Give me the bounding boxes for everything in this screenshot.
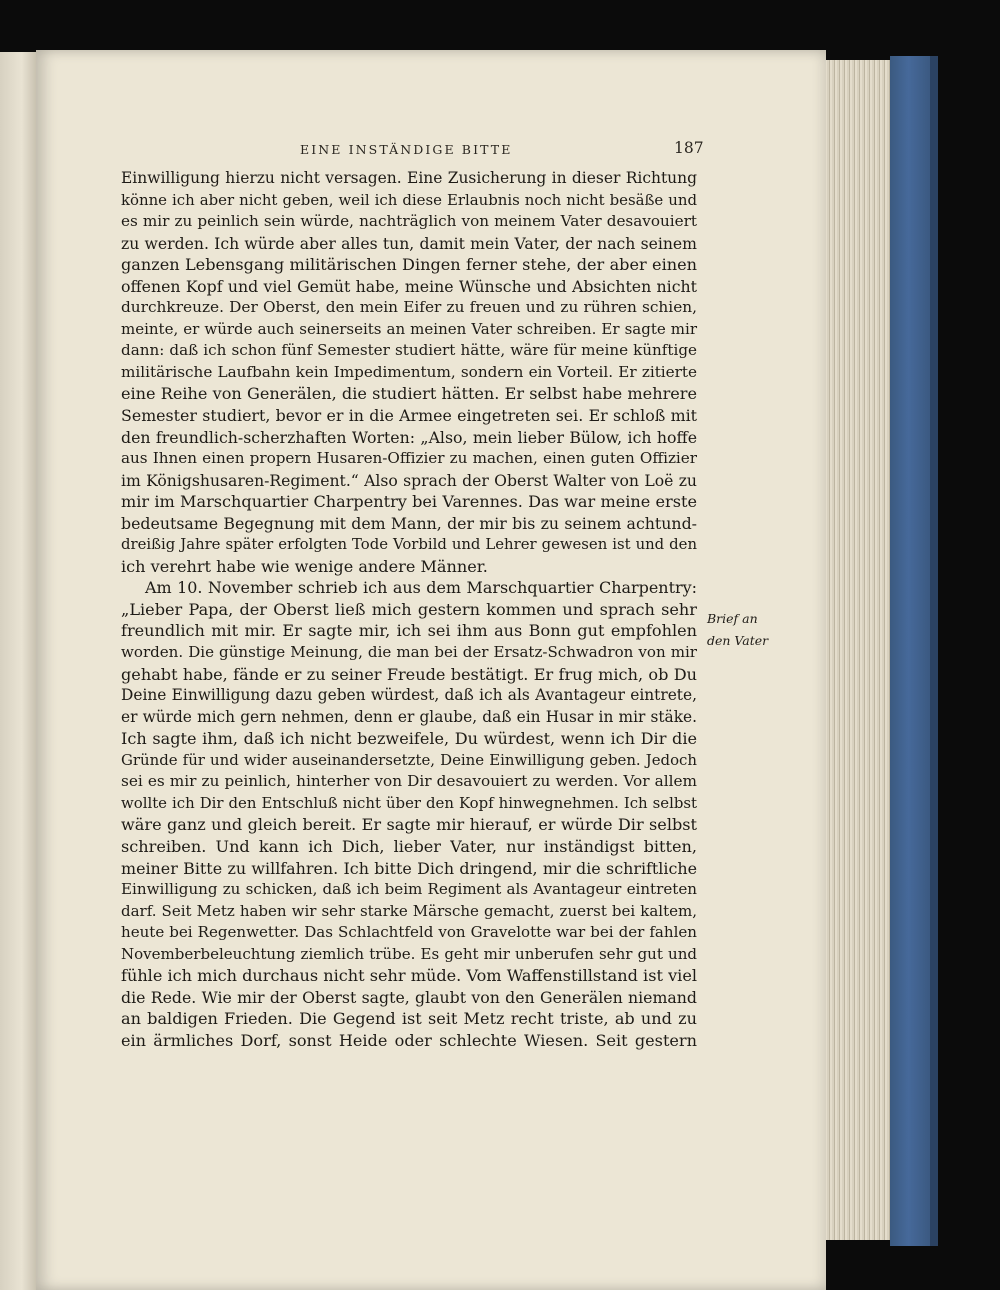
- text-line: ganzen Lebensgang militärischen Dingen ferner stehe, der aber einen: [121, 255, 697, 275]
- text-line: darf. Seit Metz haben wir sehr starke Märsche gemacht, zuerst bei kaltem,: [121, 901, 697, 920]
- text-line: Am 10. November schrieb ich aus dem Marschquartier Charpentry:: [145, 578, 697, 598]
- left-page-edge: [0, 52, 36, 1290]
- margin-note: [707, 608, 768, 651]
- text-line: Gründe für und wider auseinandersetzte, Deine Einwilligung geben. Jedoch: [121, 750, 697, 769]
- text-line: könne ich aber nicht geben, weil ich diese Erlaubnis noch nicht besäße und: [121, 190, 697, 209]
- text-line: „Lieber Papa, der Oberst ließ mich gestern kommen und sprach sehr: [121, 599, 697, 619]
- text-line: ich verehrt habe wie wenige andere Männer.: [121, 556, 488, 576]
- text-line: aus Ihnen einen propern Husaren-Offizier zu machen, einen guten Offizier: [121, 449, 697, 468]
- text-line: Einwilligung hierzu nicht versagen. Eine Zusicherung in dieser Richtung: [121, 169, 697, 187]
- text-line: den freundlich-scherzhaften Worten: „Also, mein lieber Bülow, ich hoffe: [121, 427, 697, 447]
- text-line: ein ärmliches Dorf, sonst Heide oder schlechte Wiesen. Seit gestern: [121, 1030, 697, 1050]
- text-line: fühle ich mich durchaus nicht sehr müde. Vom Waffenstillstand ist viel: [121, 966, 697, 986]
- text-line: heute bei Regenwetter. Das Schlachtfeld von Gravelotte war bei der fahlen: [121, 923, 697, 942]
- text-line: mir im Marschquartier Charpentry bei Varennes. Das war meine erste: [121, 492, 697, 512]
- text-line: militärische Laufbahn kein Impedimentum, sondern ein Vorteil. Er zitierte: [121, 362, 697, 381]
- text-line: worden. Die günstige Meinung, die man bei der Ersatz-Schwadron von mir: [121, 643, 697, 662]
- text-line: offenen Kopf und viel Gemüt habe, meine Wünsche und Absichten nicht: [121, 276, 697, 296]
- text-line: meiner Bitte zu willfahren. Ich bitte Dich dringend, mir die schriftliche: [121, 858, 697, 878]
- text-line: zu werden. Ich würde aber alles tun, damit mein Vater, der nach seinem: [121, 233, 697, 253]
- text-line: wollte ich Dir den Entschluß nicht über den Kopf hinwegnehmen. Ich selbst: [121, 793, 697, 812]
- text-line: freundlich mit mir. Er sagte mir, ich sei ihm aus Bonn gut empfohlen: [121, 621, 697, 641]
- running-head: EINE INSTÄNDIGE BITTE: [300, 142, 513, 157]
- body-text: [121, 168, 697, 1051]
- text-line: bedeutsame Begegnung mit dem Mann, der mir bis zu seinem achtund-: [121, 513, 697, 533]
- text-line: gehabt habe, fände er zu seiner Freude bestätigt. Er frug mich, ob Du: [121, 664, 697, 684]
- text-line: im Königshusaren-Regiment.“ Also sprach der Oberst Walter von Loë zu: [121, 470, 697, 490]
- text-line: Ich sagte ihm, daß ich nicht bezweifele, Du würdest, wenn ich Dir die: [121, 729, 697, 749]
- text-line: dann: daß ich schon fünf Semester studiert hätte, wäre für meine künftige: [121, 341, 697, 360]
- book-cover-edge: [930, 56, 938, 1246]
- text-line: er würde mich gern nehmen, denn er glaube, daß ein Husar in mir stäke.: [121, 707, 697, 726]
- margin-note-line: den Vater: [707, 632, 769, 648]
- margin-note-line: Brief an: [707, 611, 758, 626]
- text-line: an baldigen Frieden. Die Gegend ist seit Metz recht triste, ab und zu: [121, 1009, 697, 1029]
- text-line: wäre ganz und gleich bereit. Er sagte mir hierauf, er würde Dir selbst: [121, 815, 697, 835]
- text-line: meinte, er würde auch seinerseits an meinen Vater schreiben. Er sagte mir: [121, 319, 697, 338]
- text-line: Novemberbeleuchtung ziemlich trübe. Es geht mir unberufen sehr gut und: [121, 944, 697, 963]
- text-line: Einwilligung zu schicken, daß ich beim Regiment als Avantageur eintreten: [121, 880, 697, 899]
- text-line: Deine Einwilligung dazu geben würdest, daß ich als Avantageur eintrete,: [121, 686, 697, 705]
- text-line: schreiben. Und kann ich Dich, lieber Vater, nur inständigst bitten,: [121, 836, 697, 856]
- page-number: 187: [674, 139, 704, 157]
- text-line: Semester studiert, bevor er in die Armee eingetreten sei. Er schloß mit: [121, 406, 697, 426]
- text-line: durchkreuze. Der Oberst, den mein Eifer zu freuen und zu rühren schien,: [121, 298, 697, 317]
- text-line: eine Reihe von Generälen, die studiert hätten. Er selbst habe mehrere: [121, 384, 697, 404]
- text-line: es mir zu peinlich sein würde, nachträglich von meinem Vater desavouiert: [121, 212, 697, 231]
- text-line: die Rede. Wie mir der Oberst sagte, glaubt von den Generälen niemand: [121, 987, 697, 1007]
- text-line: sei es mir zu peinlich, hinterher von Dir desavouiert zu werden. Vor allem: [121, 772, 697, 791]
- text-line: dreißig Jahre später erfolgten Tode Vorbild und Lehrer gewesen ist und den: [121, 536, 697, 554]
